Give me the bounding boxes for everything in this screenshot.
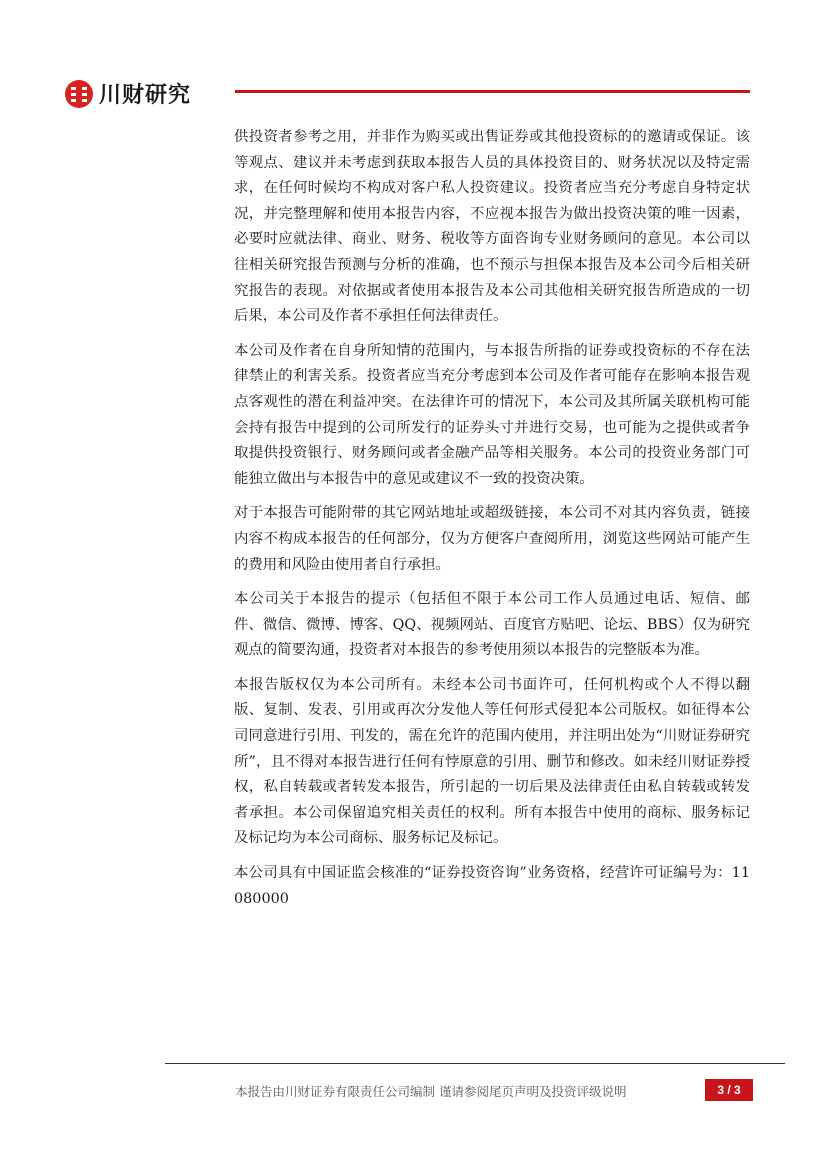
header-divider	[235, 90, 750, 93]
paragraph-5: 本报告版权仅为本公司所有。未经本公司书面许可，任何机构或个人不得以翻版、复制、发表、引用或再次分发他人等任何形式侵犯本公司版权。如征得本公司同意进行引用、刊发的，需在允许的范围内使用，并注明出处为“川财证券研究所”，且不得对本报告进行任何有悖原意的引用、删节和修改。如未经川财证券授权，私自转载或者转发本报告，所引起的一切后果及法律责任由私自转载或转发者承担。本公司保留追究相关责任的权利。所有本报告中使用的商标、服务标记及标记均为本公司商标、服务标记及标记。	[234, 676, 750, 847]
paragraph-4: 本公司关于本报告的提示（包括但不限于本公司工作人员通过电话、短信、邮件、微信、微博、博客、QQ、视频网站、百度官方贴吧、论坛、BBS）仅为研究观点的简要沟通，投资者对本报告的参考使用须以本报告的完整版本为准。	[234, 591, 750, 659]
paragraph-2: 本公司及作者在自身所知情的范围内，与本报告所指的证券或投资标的不存在法律禁止的利害关系。投资者应当充分考虑到本公司及作者可能存在影响本报告观点客观性的潜在利益冲突。在法律许可的情况下，本公司及其所属关联机构可能会持有报告中提到的公司所发行的证券头寸并进行交易，也可能为之提供或者争取提供投资银行、财务顾问或者金融产品等相关服务。本公司的投资业务部门可能独立做出与本报告中的意见或建议不一致的投资决策。	[234, 342, 750, 487]
logo-text: 川财研究	[99, 83, 192, 108]
footer-divider	[165, 1063, 785, 1064]
disclaimer-body	[234, 125, 750, 921]
paragraph-6: 本公司具有中国证监会核准的“证券投资咨询”业务资格，经营许可证编号为：11080000	[234, 865, 750, 907]
company-logo	[65, 78, 191, 109]
paragraph-3: 对于本报告可能附带的其它网站地址或超级链接，本公司不对其内容负责，链接内容不构成本报告的任何部分，仅为方便客户查阅所用，浏览这些网站可能产生的费用和风险由使用者自行承担。	[234, 505, 750, 573]
page-number: 3 / 3	[705, 1079, 753, 1101]
paragraph-1: 供投资者参考之用，并非作为购买或出售证券或其他投资标的的邀请或保证。该等观点、建议并未考虑到获取本报告人员的具体投资目的、财务状况以及特定需求，在任何时候均不构成对客户私人投资建议。投资者应当充分考虑自身特定状况，并完整理解和使用本报告内容，不应视本报告为做出投资决策的唯一因素，必要时应就法律、商业、财务、税收等方面咨询专业财务顾问的意见。本公司以往相关研究报告预测与分析的准确，也不预示与担保本报告及本公司今后相关研究报告的表现。对依据或者使用本报告及本公司其他相关研究报告所造成的一切后果，本公司及作者不承担任何法律责任。	[234, 129, 750, 325]
logo-mark-icon	[65, 80, 93, 108]
footer-note: 本报告由川财证券有限责任公司编制 谨请参阅尾页声明及投资评级说明	[235, 1084, 627, 1099]
